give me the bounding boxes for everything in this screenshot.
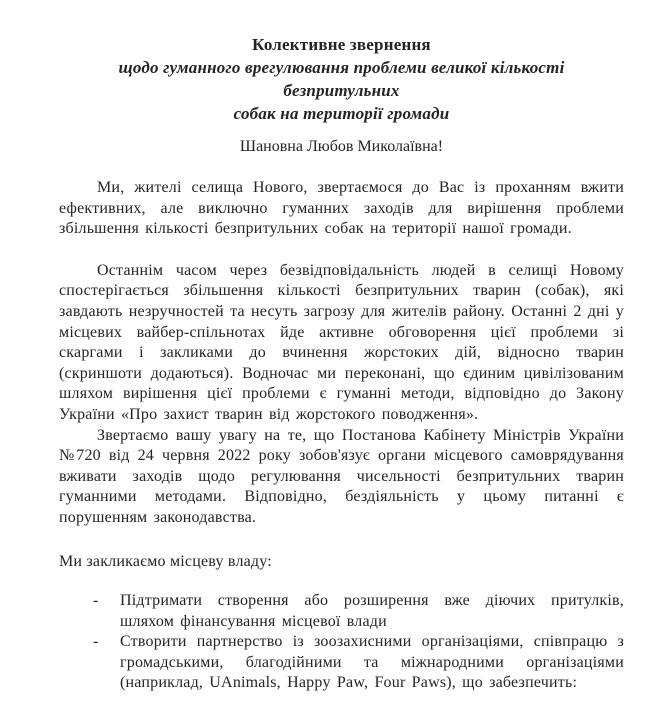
demands-list	[59, 591, 624, 694]
call-to-action-heading: Ми закликаємо місцеву владу:	[59, 552, 272, 570]
salutation: Шановна Любов Миколаївна!	[239, 138, 444, 155]
document-subtitle-line-2: собак на території громади	[233, 104, 450, 123]
list-item-shelters	[59, 591, 624, 632]
bullet-dash-marker: -	[93, 592, 99, 610]
paragraph-intro: Ми, жителі селища Нового, звертаємося до Вас із проханням вжити ефективних, але виключно гуманних заходів для вирішення проблеми збільшення кількості безпритульних собак на території нашої громади.	[59, 179, 624, 238]
list-item-text: Створити партнерство із зоозахисними організаціями, співпрацю з громадськими, благодійними та міжнародними організаціями (наприклад, UAnimals, Happy Paw, Four Paws), що забезпечить:	[120, 633, 624, 692]
bullet-dash-marker: -	[93, 633, 99, 651]
list-item-partnership	[59, 632, 624, 694]
document-title: Колективне звернення	[252, 35, 431, 54]
list-item-text: Підтримати створення або розширення вже діючих притулків, шляхом фінансування місцевої влади	[120, 592, 624, 630]
paragraph-situation: Останнім часом через безвідповідальність людей в селищі Новому спостерігається збільшення кількості безпритульних тварин (собак), які завдають незручностей та несуть загрозу для жителів району. Останні 2 дні у місцевих вайбер-спільнотах йде активне обговорення цієї проблеми зі скаргами і закликами до вчинення жорстоких дій, відносно тварин (скриншоти додаються). Водночас ми переконані, що єдиним цивілізованим шляхом вирішення цієї проблеми є гуманні методи, відповідно до Закону України «Про захист тварин від жорстокого поводження».	[59, 261, 624, 423]
document-subtitle	[59, 56, 624, 125]
document-subtitle-line-1: щодо гуманного врегулювання проблеми великої кількості безпритульних	[118, 58, 565, 100]
paragraph-legal: Звертаємо вашу увагу на те, що Постанова Кабінету Міністрів України №720 від 24 червня 2022 року зобов'язує органи місцевого самоврядування вживати заходів щодо регулювання чисельності безпритульних тварин гуманними методами. Відповідно, бездіяльність у цьому питанні є порушенням законодавства.	[59, 426, 624, 526]
